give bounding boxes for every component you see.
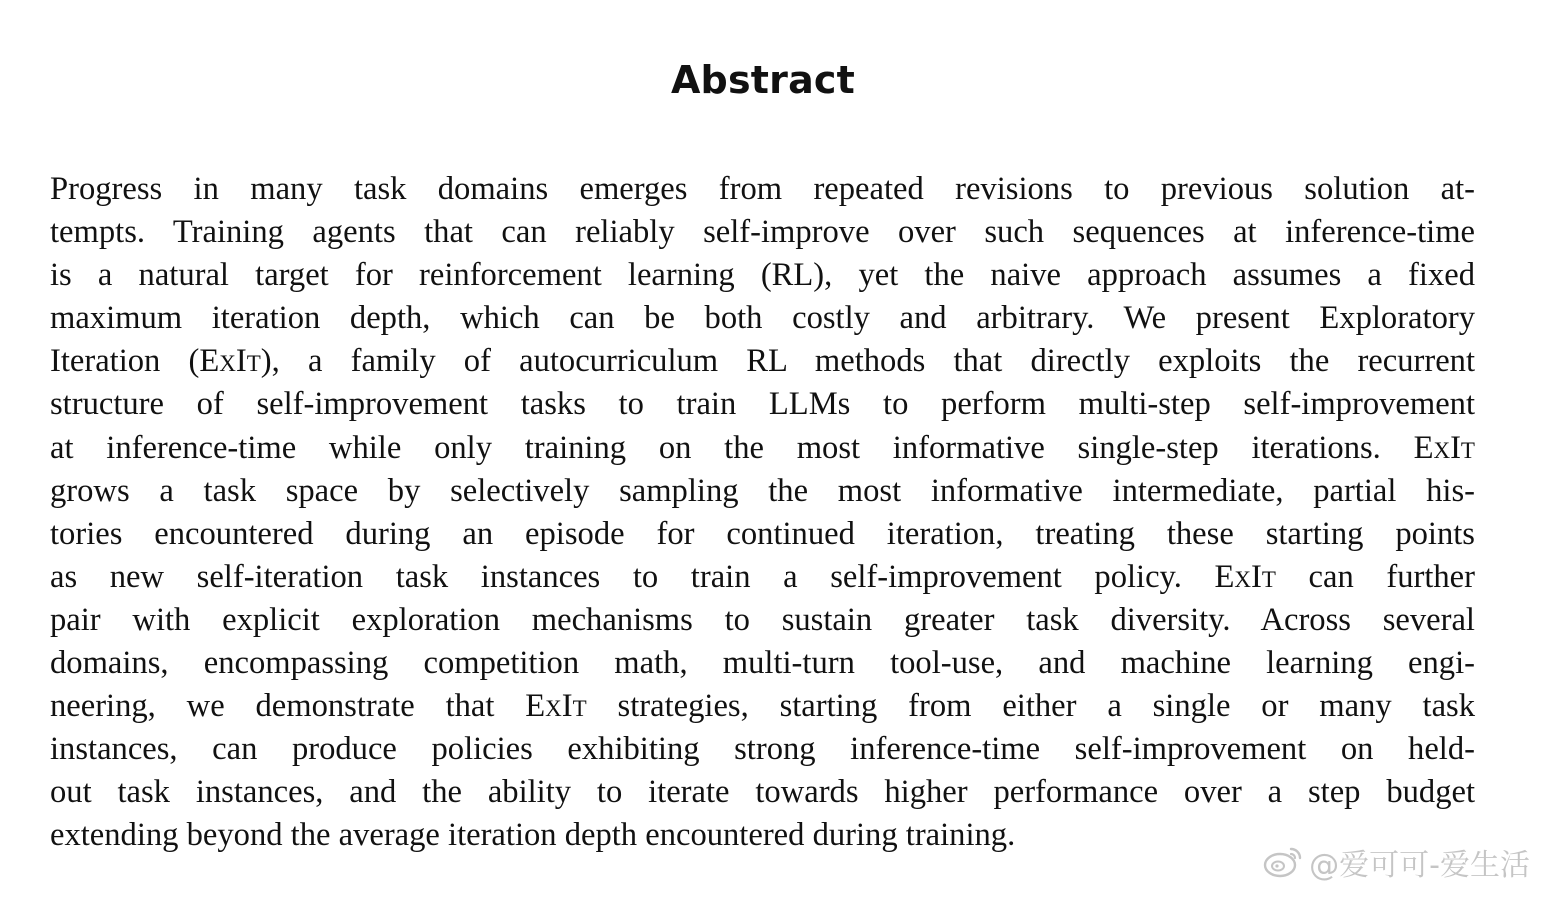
abstract-line: tories encountered during an episode for continued iteration, treating these starting points	[50, 515, 1475, 552]
watermark	[1263, 844, 1530, 883]
abstract-line: is a natural target for reinforcement learning (RL), yet the naive approach assumes a fixed	[50, 257, 1475, 294]
abstract-line: tempts. Training agents that can reliably self-improve over such sequences at inference-time	[50, 214, 1475, 251]
method-name: ExIt	[525, 688, 587, 725]
abstract-line: maximum iteration depth, which can be both costly and arbitrary. We present Exploratory	[50, 300, 1475, 337]
abstract-line: at inference-time while only training on the most informative single-step iterations. ExIt	[50, 429, 1475, 466]
method-name: ExIt	[199, 343, 261, 380]
abstract-line: pair with explicit exploration mechanisms to sustain greater task diversity. Across several	[50, 601, 1475, 638]
abstract-line: structure of self-improvement tasks to train LLMs to perform multi-step self-improvement	[50, 386, 1475, 423]
abstract-line: domains, encompassing competition math, multi-turn tool-use, and machine learning engi-	[50, 645, 1475, 682]
abstract-line: neering, we demonstrate that ExIt strategies, starting from either a single or many task	[50, 688, 1475, 725]
abstract-line: as new self-iteration task instances to train a self-improvement policy. ExIt can further	[50, 558, 1475, 595]
abstract-line: Iteration (ExIt), a family of autocurriculum RL methods that directly exploits the recurrent	[50, 343, 1476, 380]
abstract-line: instances, can produce policies exhibiting strong inference-time self-improvement on held-	[50, 731, 1475, 768]
abstract-body	[50, 168, 1475, 858]
abstract-line: out task instances, and the ability to iterate towards higher performance over a step budget	[50, 774, 1475, 811]
method-name: ExIt	[1413, 429, 1475, 466]
abstract-heading: Abstract	[670, 58, 856, 102]
abstract-line: Progress in many task domains emerges from repeated revisions to previous solution at-	[50, 171, 1475, 207]
abstract-line: extending beyond the average iteration depth encountered during training.	[50, 817, 1016, 854]
abstract-line: grows a task space by selectively sampling the most informative intermediate, partial his-	[50, 472, 1475, 509]
weibo-icon	[1263, 845, 1303, 879]
method-name: ExIt	[1214, 558, 1276, 595]
watermark-text: @爱可可-爱生活	[1309, 848, 1530, 883]
